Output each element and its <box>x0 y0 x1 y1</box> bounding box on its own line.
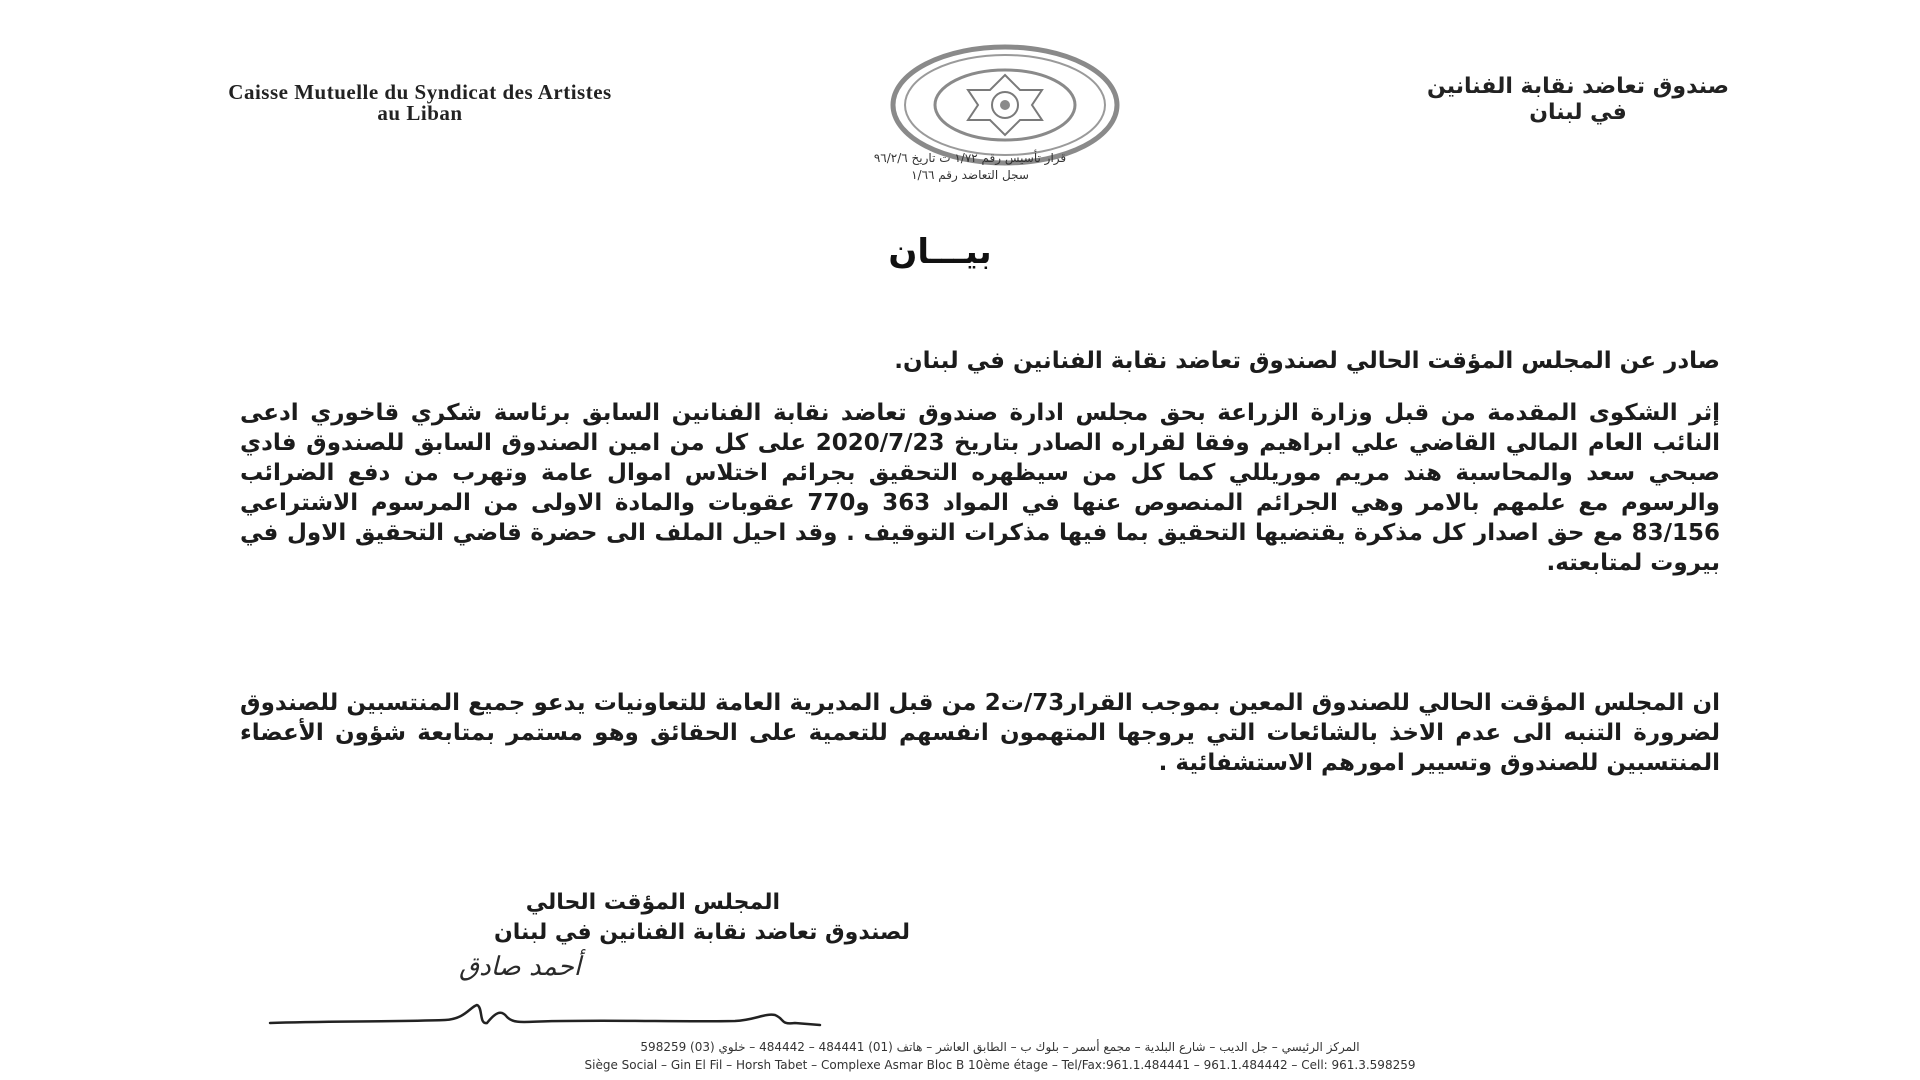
registration-line2: سجل التعاضد رقم ١/٦٦ <box>911 168 1029 182</box>
registration-line1: قرار تأسيس رقم ١/٧٢ ت تاريخ ٩٦/٢/٦ <box>873 151 1067 165</box>
french-letterhead-line1: Caisse Mutuelle du Syndicat des Artistes <box>228 80 612 104</box>
handwritten-signature <box>265 995 825 1035</box>
french-letterhead-line2: au Liban <box>377 101 463 125</box>
french-letterhead <box>70 82 770 124</box>
arabic-letterhead-line2: في لبنان <box>1529 100 1627 125</box>
arabic-letterhead <box>1298 74 1858 126</box>
footer-french-address: Siège Social – Gin El Fil – Horsh Tabet – Complexe Asmar Bloc B 10ème étage – Tel/Fax:961.1.484441 – 961.1.484442 – Cell: 961.3.598259 <box>584 1058 1416 1072</box>
signatory-organization: لصندوق تعاضد نقابة الفنانين في لبنان <box>494 920 910 945</box>
footer <box>200 1038 1800 1074</box>
arabic-letterhead-line1: صندوق تعاضد نقابة الفنانين <box>1426 74 1730 99</box>
intro-paragraph: صادر عن المجلس المؤقت الحالي لصندوق تعاضد نقابة الفنانين في لبنان. <box>894 348 1720 374</box>
handwritten-name: أحمد صادق <box>459 952 581 982</box>
document-title: بيـــان <box>888 232 992 272</box>
second-paragraph: ان المجلس المؤقت الحالي للصندوق المعين بموجب القرار73/ت2 من قبل المديرية العامة للتعاونيات يدعو جميع المنتسبين للصندوق لضرورة التنبه الى عدم الاخذ بالشائعات التي يروجها المتهمون انفسهم للتعمية على الحقائق وهو مستمر بمتابعة شؤون الأعضاء المنتسبين للصندوق وتسيير امورهم الاستشفائية . <box>240 690 1720 776</box>
signatory-council: المجلس المؤقت الحالي <box>525 890 780 915</box>
registration-info <box>780 150 1160 184</box>
signature-block <box>270 888 910 948</box>
footer-arabic-address: المركز الرئيسي – جل الديب – شارع البلدية – مجمع أسمر – بلوك ب – الطابق العاشر – هاتف (01) 484441 – 484442 – خلوي (03) 598259 <box>640 1040 1360 1054</box>
main-paragraph: إثر الشكوى المقدمة من قبل وزارة الزراعة بحق مجلس ادارة صندوق تعاضد نقابة الفنانين السابق برئاسة شكري قاخوري ادعى النائب العام المالي القاضي علي ابراهيم وفقا لقراره الصادر بتاريخ 2020/7/23 على كل من امين الصندوق السابق للصندوق فادي صبحي سعد والمحاسبة هند مريم موريللي كما كل من سيظهره التحقيق بجرائم اختلاس اموال عامة وتهرب من دفع الضرائب والرسوم مع علمهم بالامر وهي الجرائم المنصوص عنها في المواد 363 و770 عقوبات والمادة الاولى من المرسوم الاشتراعي 83/156 مع حق اصدار كل مذكرة يقتضيها التحقيق بما فيها مذكرات التوقيف . وقد احيل الملف الى حضرة قاضي التحقيق الاول في بيروت لمتابعته. <box>240 400 1720 576</box>
